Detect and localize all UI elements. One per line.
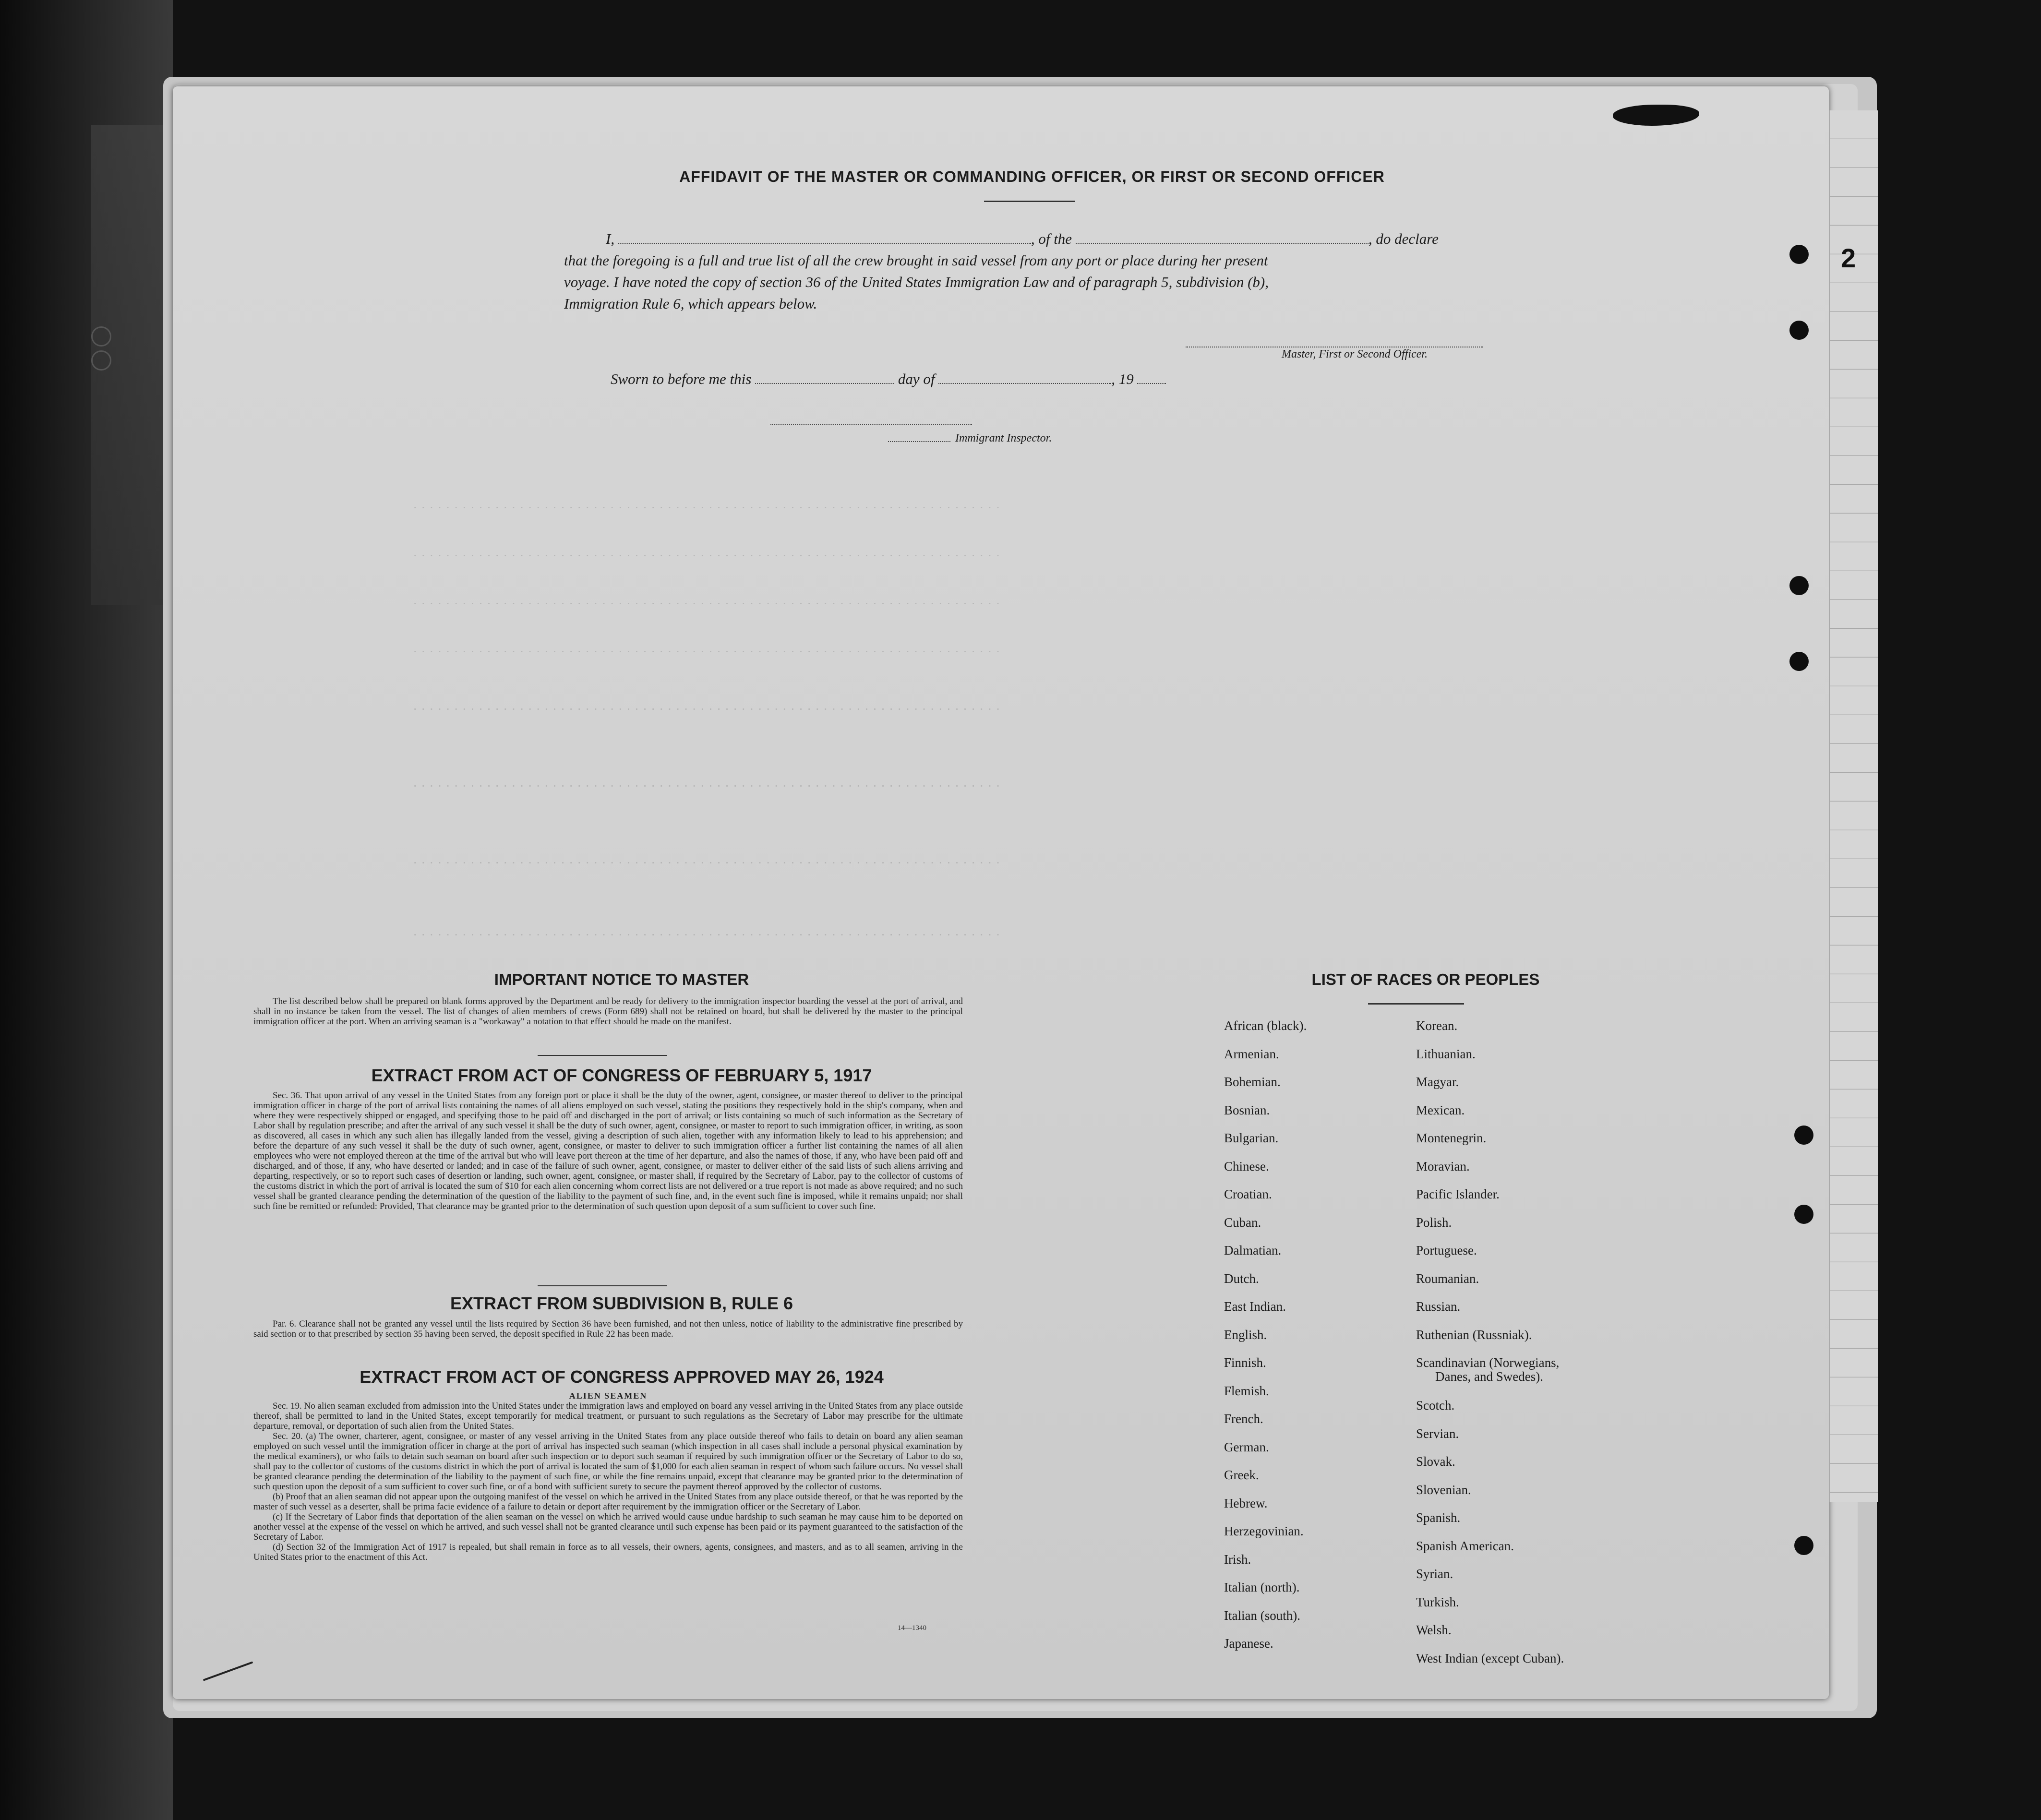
- race-item: Polish.: [1416, 1215, 1452, 1230]
- race-item: Pacific Islander.: [1416, 1187, 1500, 1201]
- affidavit-text-line: Immigration Rule 6, which appears below.: [564, 295, 817, 312]
- race-item: Moravian.: [1416, 1159, 1470, 1173]
- sec20d-paragraph: (d) Section 32 of the Immigration Act of 1917 is repealed, but shall remain in force as to all vessels, their owners, agents, consignees, and masters, and as to all seamen, arriving in the United States prior to the enactment of this Act.: [253, 1542, 963, 1562]
- extract-1917-title: EXTRACT FROM ACT OF CONGRESS OF FEBRUARY 5, 1917: [371, 1066, 872, 1085]
- race-item: Chinese.: [1224, 1159, 1269, 1173]
- race-item: Bulgarian.: [1224, 1131, 1279, 1145]
- inspector-signature-blank: [770, 414, 972, 425]
- race-item: Italian (south).: [1224, 1608, 1300, 1623]
- race-item: Portuguese.: [1416, 1243, 1477, 1257]
- race-item: Welsh.: [1416, 1623, 1452, 1637]
- race-item: Roumanian.: [1416, 1271, 1479, 1286]
- divider: [538, 1055, 667, 1056]
- sworn-year-blank: [1137, 372, 1166, 384]
- notice-title: IMPORTANT NOTICE TO MASTER: [494, 970, 749, 988]
- race-item: Irish.: [1224, 1552, 1251, 1567]
- sec20a-paragraph: Sec. 20. (a) The owner, charterer, agent, consignee, or master of any vessel arriving in the United States from any place outside thereof who fails to detain on board any alien seaman employed on such vessel until the immigration officer in charge at the port of arrival has inspected such seaman (which inspection in all cases shall include a personal physical examination by the medical examiners), or who fails to detain such seaman on board after such inspection or to deport such seaman if required by such immigration officer or the Secretary of Labor to do so, shall pay to the collector of customs of the customs district in which the port of arrival is located the sum of $1,000 for each alien seaman in respect of whom such failure occurs. No vessel shall be granted clearance pending the determination of the liability to the payment of such fine, or while the fine remains unpaid, except that clearance may be granted prior to the determination of such question upon the deposit of a sum sufficient to cover such fine, or of a bond with sufficient surety to secure the payment thereof approved by the collector of customs.: [253, 1431, 963, 1492]
- punch-hole-icon: [1794, 1205, 1813, 1224]
- race-item: Finnish.: [1224, 1355, 1266, 1370]
- races-title: LIST OF RACES OR PEOPLES: [1311, 970, 1540, 988]
- race-item: Italian (north).: [1224, 1580, 1300, 1594]
- sworn-day-of: day of: [898, 371, 935, 387]
- inspector-signature-blank: [888, 434, 950, 442]
- race-item: West Indian (except Cuban).: [1416, 1651, 1564, 1665]
- sworn-line: [611, 371, 1166, 388]
- sworn-text: Sworn to before me this: [611, 371, 752, 387]
- master-signature-blank: [1186, 336, 1483, 347]
- inspector-label: Immigrant Inspector.: [955, 432, 1052, 444]
- extract-1917-body: [253, 1090, 963, 1211]
- race-item: Greek.: [1224, 1468, 1259, 1482]
- divider: [1368, 1003, 1464, 1005]
- extract-1917-paragraph: Sec. 36. That upon arrival of any vessel in the United States from any foreign port or place it shall be the duty of the owner, agent, consignee, or master thereof to deliver to the principal immigration officer in charge of the port of arrival lists containing the names of all aliens employed on such vessel, stating the positions they respectively hold in the ship's company, when and where they were respectively shipped or engaged, and specifying those to be paid off and discharged in the port of arrival; or lists containing so much of such information as the Secretary of Labor shall by regulation prescribe; and after the arrival of any such vessel it shall be the duty of such owner, agent, consignee, or master to report to such immigration officer, in writing, as soon as discovered, all cases in which any such alien has illegally landed from the vessel, giving a description of such alien, together with any information likely to lead to his apprehension; and before the departure of any such vessel it shall be the duty of such owner, agent, consignee, or master to deliver to such immigration officer a further list containing the names of all alien employees who were not employed thereon at the time of the arrival but who will leave port thereon at the time of her departure, and also the names of those, if any, who have been paid off and discharged, and of those, if any, who have deserted or landed; and in case of the failure of such owner, agent, consignee, or master to deliver either of the said lists of such aliens arriving and departing, respectively, or so to report such cases of desertion or landing, such owner, agent, consignee, or master shall, if required by the Secretary of Labor, pay to the collector of customs of the customs district in which the port of arrival is located the sum of $10 for each alien concerning whom correct lists are not delivered or a true report is not made as above required; and no such vessel shall be granted clearance pending the determination of the question of the liability to the payment of such fine, and, in the event such fine is imposed, while it remains unpaid; nor shall such fine be remitted or refunded: Provided, That clearance may be granted prior to the determination of such question upon deposit of a sum sufficient to cover such fine.: [253, 1090, 963, 1211]
- sworn-month-blank: [938, 372, 1111, 384]
- race-item: Japanese.: [1224, 1636, 1273, 1651]
- punch-hole-icon: [1789, 245, 1809, 264]
- extract-rule6-body: [253, 1319, 963, 1339]
- race-item: Armenian.: [1224, 1046, 1279, 1061]
- page-number: 2: [1841, 243, 1856, 273]
- sec20c-paragraph: (c) If the Secretary of Labor finds that deportation of the alien seaman on the vessel on which he arrived would cause undue hardship to such seaman he may cause him to be deported on another vessel at the expense of the vessel on which he arrived, and such vessel shall not be granted clearance until such expense has been paid or its payment guaranteed to the satisfaction of the Secretary of Labor.: [253, 1512, 963, 1542]
- sec19-paragraph: Sec. 19. No alien seaman excluded from admission into the United States under the immigration laws and employed on board any vessel arriving in the United States from any place outside thereof, shall be permitted to land in the United States, except temporarily for medical treatment, or pursuant to such regulations as the Secretary of Labor may prescribe for the ultimate departure, removal, or deportation of such alien from the United States.: [253, 1401, 963, 1431]
- extract-rule6-title: EXTRACT FROM SUBDIVISION B, RULE 6: [450, 1293, 793, 1313]
- affidavit-text-line: that the foregoing is a full and true list of all the crew brought in said vessel from any port or place during her present: [564, 252, 1268, 269]
- divider: [984, 201, 1075, 202]
- sec20b-paragraph: (b) Proof that an alien seaman did not appear upon the outgoing manifest of the vessel on which he arrived in the United States from any place outside thereof, or that he was reported by the master of such vessel as a deserter, shall be prima facie evidence of a failure to detain or deport after requirement by the immigration officer or the Secretary of Labor.: [253, 1492, 963, 1512]
- race-item: Lithuanian.: [1416, 1046, 1476, 1061]
- race-item: Herzegovinian.: [1224, 1524, 1304, 1538]
- race-item: Servian.: [1416, 1426, 1459, 1441]
- affidavit-of-the: , of the: [1031, 230, 1072, 247]
- race-item: Cuban.: [1224, 1215, 1261, 1230]
- race-item: Korean.: [1416, 1018, 1458, 1033]
- punch-hole-icon: [1789, 652, 1809, 671]
- race-item: Dutch.: [1224, 1271, 1259, 1286]
- punch-hole-icon: [1789, 576, 1809, 595]
- race-item: Mexican.: [1416, 1102, 1465, 1117]
- race-item: Ruthenian (Russniak).: [1416, 1327, 1532, 1342]
- notice-body: [253, 996, 963, 1027]
- race-item: African (black).: [1224, 1018, 1307, 1033]
- punch-hole-icon: [1794, 1536, 1813, 1555]
- race-item: Spanish American.: [1416, 1538, 1514, 1553]
- punch-hole-icon: [1794, 1126, 1813, 1145]
- divider: [538, 1285, 667, 1286]
- race-item: Slovak.: [1416, 1454, 1455, 1469]
- race-item: Slovenian.: [1416, 1482, 1471, 1497]
- binder-ring-icon: [91, 350, 111, 371]
- race-item: Montenegrin.: [1416, 1131, 1487, 1145]
- race-item: Bohemian.: [1224, 1075, 1281, 1089]
- race-item: French.: [1224, 1412, 1263, 1426]
- extract-1924-title: EXTRACT FROM ACT OF CONGRESS APPROVED MAY 26, 1924: [360, 1367, 884, 1387]
- affidavit-text-line: voyage. I have noted the copy of section 36 of the United States Immigration Law and of paragraph 5, subdivision (b),: [564, 274, 1269, 290]
- affidavit-title: AFFIDAVIT OF THE MASTER OR COMMANDING OFFICER, OR FIRST OR SECOND OFFICER: [679, 168, 1385, 185]
- extract-rule6-paragraph: Par. 6. Clearance shall not be granted any vessel until the lists required by Section 36 have been furnished, and not then unless, notice of liability to the administrative fine prescribed by said section or to that prescribed by section 35 having been served, the deposit specified in Rule 22 has been made.: [253, 1319, 963, 1339]
- alien-seamen-subtitle: ALIEN SEAMEN: [569, 1391, 648, 1401]
- race-item: East Indian.: [1224, 1299, 1286, 1314]
- race-item: Scandinavian (Norwegians,: [1416, 1355, 1560, 1370]
- binder-ring-icon: [91, 326, 111, 347]
- race-item: Spanish.: [1416, 1510, 1461, 1525]
- sworn-year: , 19: [1111, 371, 1134, 387]
- race-item: Russian.: [1416, 1299, 1461, 1314]
- race-item: Croatian.: [1224, 1187, 1272, 1201]
- race-item: Danes, and Swedes).: [1435, 1369, 1543, 1384]
- punch-hole-icon: [1789, 321, 1809, 340]
- race-item: Flemish.: [1224, 1383, 1269, 1398]
- race-item: Magyar.: [1416, 1075, 1459, 1089]
- race-item: Dalmatian.: [1224, 1243, 1282, 1257]
- underlying-sheet-edge: [1829, 110, 1878, 1502]
- race-item: Turkish.: [1416, 1594, 1459, 1609]
- race-item: German.: [1224, 1439, 1269, 1454]
- race-item: Syrian.: [1416, 1567, 1453, 1581]
- name-blank: [618, 232, 1031, 244]
- vessel-blank: [1076, 232, 1369, 244]
- affidavit-i: I,: [606, 230, 615, 247]
- race-item: Scotch.: [1416, 1398, 1455, 1413]
- race-item: Hebrew.: [1224, 1496, 1268, 1510]
- affidavit-declaration-line: [606, 230, 1439, 248]
- form-number: 14—1340: [898, 1624, 926, 1632]
- extract-1924-body: [253, 1391, 963, 1562]
- notice-paragraph: The list described below shall be prepared on blank forms approved by the Department and be ready for delivery to the immigration inspector boarding the vessel at the port of arrival, and shall in no instance be taken from the vessel. The list of changes of alien members of crews (Form 689) shall not be retained on board, but shall be delivered by the master to the principal immigration officer at the port. When an arriving seaman is a "workaway" a notation to that effect should be made on the manifest.: [253, 996, 963, 1027]
- race-item: Bosnian.: [1224, 1102, 1270, 1117]
- sworn-day-blank: [755, 372, 894, 384]
- race-item: English.: [1224, 1327, 1267, 1342]
- affidavit-do-declare: , do declare: [1368, 230, 1439, 247]
- master-signature-label: Master, First or Second Officer.: [1282, 348, 1428, 360]
